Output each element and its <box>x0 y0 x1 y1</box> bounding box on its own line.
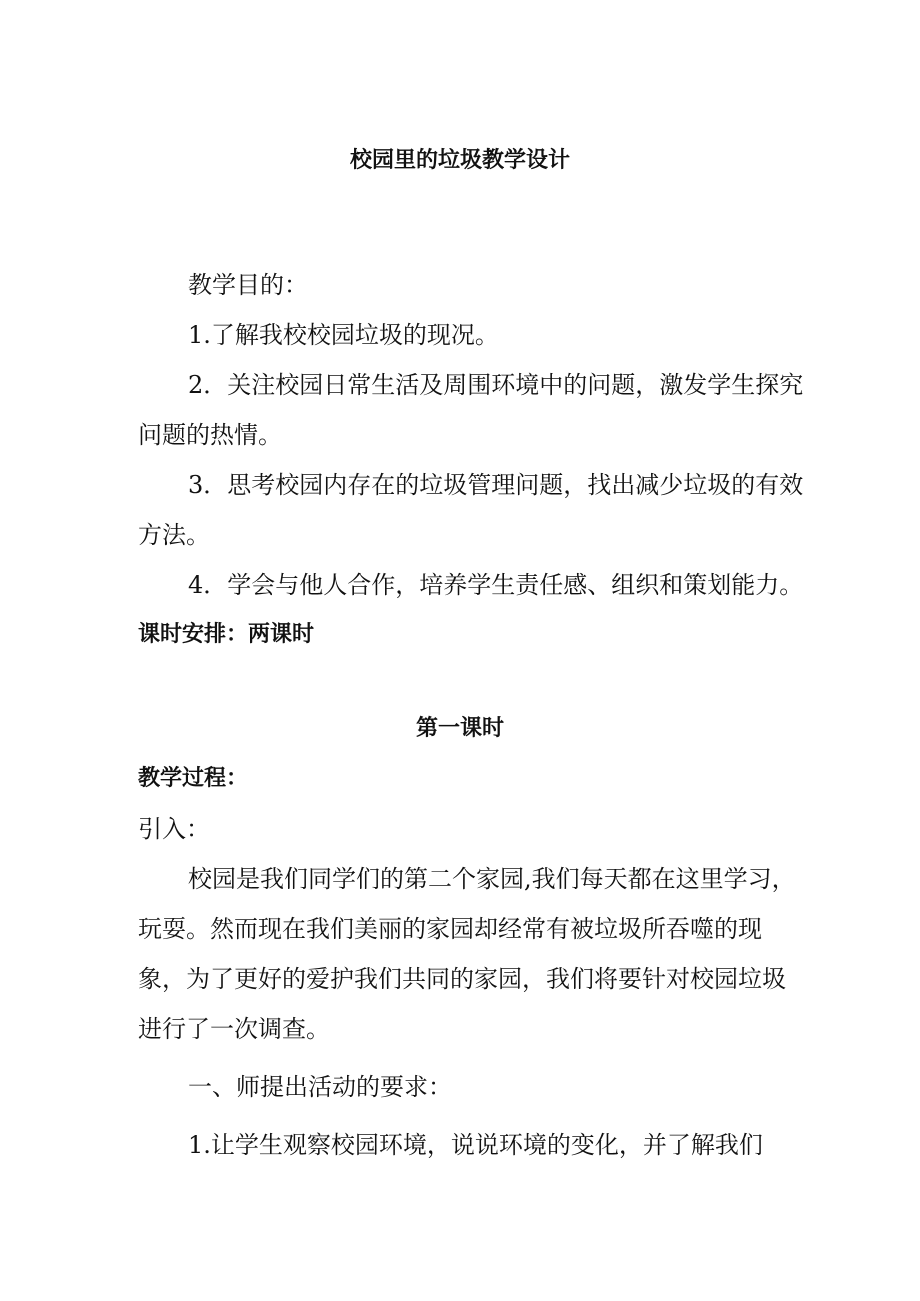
intro-paragraph-line-1: 校园是我们同学们的第二个家园,我们每天都在这里学习， <box>188 865 796 893</box>
objective-2-line-2: 问题的热情。 <box>138 421 282 449</box>
intro-paragraph-line-2: 玩耍。然而现在我们美丽的家园却经常有被垃圾所吞噬的现 <box>138 915 762 943</box>
process-heading: 教学过程： <box>138 766 249 791</box>
objective-3-line-1: 3．思考校园内存在的垃圾管理问题，找出减少垃圾的有效 <box>188 471 804 499</box>
lesson-heading: 第一课时 <box>415 716 504 741</box>
intro-paragraph-line-3: 象，为了更好的爱护我们共同的家园，我们将要针对校园垃圾 <box>138 965 786 993</box>
document-title: 校园里的垃圾教学设计 <box>349 148 570 173</box>
objectives-heading: 教学目的： <box>188 271 308 299</box>
objective-1: 1.了解我校校园垃圾的现况。 <box>188 321 499 349</box>
objective-4: 4．学会与他人合作，培养学生责任感、组织和策划能力。 <box>188 571 804 599</box>
objective-2-line-1: 2．关注校园日常生活及周围环境中的问题，激发学生探究 <box>188 371 804 399</box>
intro-heading: 引入： <box>138 815 210 843</box>
schedule-line: 课时安排：两课时 <box>138 622 315 647</box>
section-one-item-1: 1.让学生观察校园环境，说说环境的变化，并了解我们 <box>188 1131 763 1159</box>
intro-paragraph-line-4: 进行了一次调查。 <box>138 1015 330 1043</box>
section-one-heading: 一、师提出活动的要求： <box>188 1073 452 1101</box>
objective-3-line-2: 方法。 <box>138 521 210 549</box>
